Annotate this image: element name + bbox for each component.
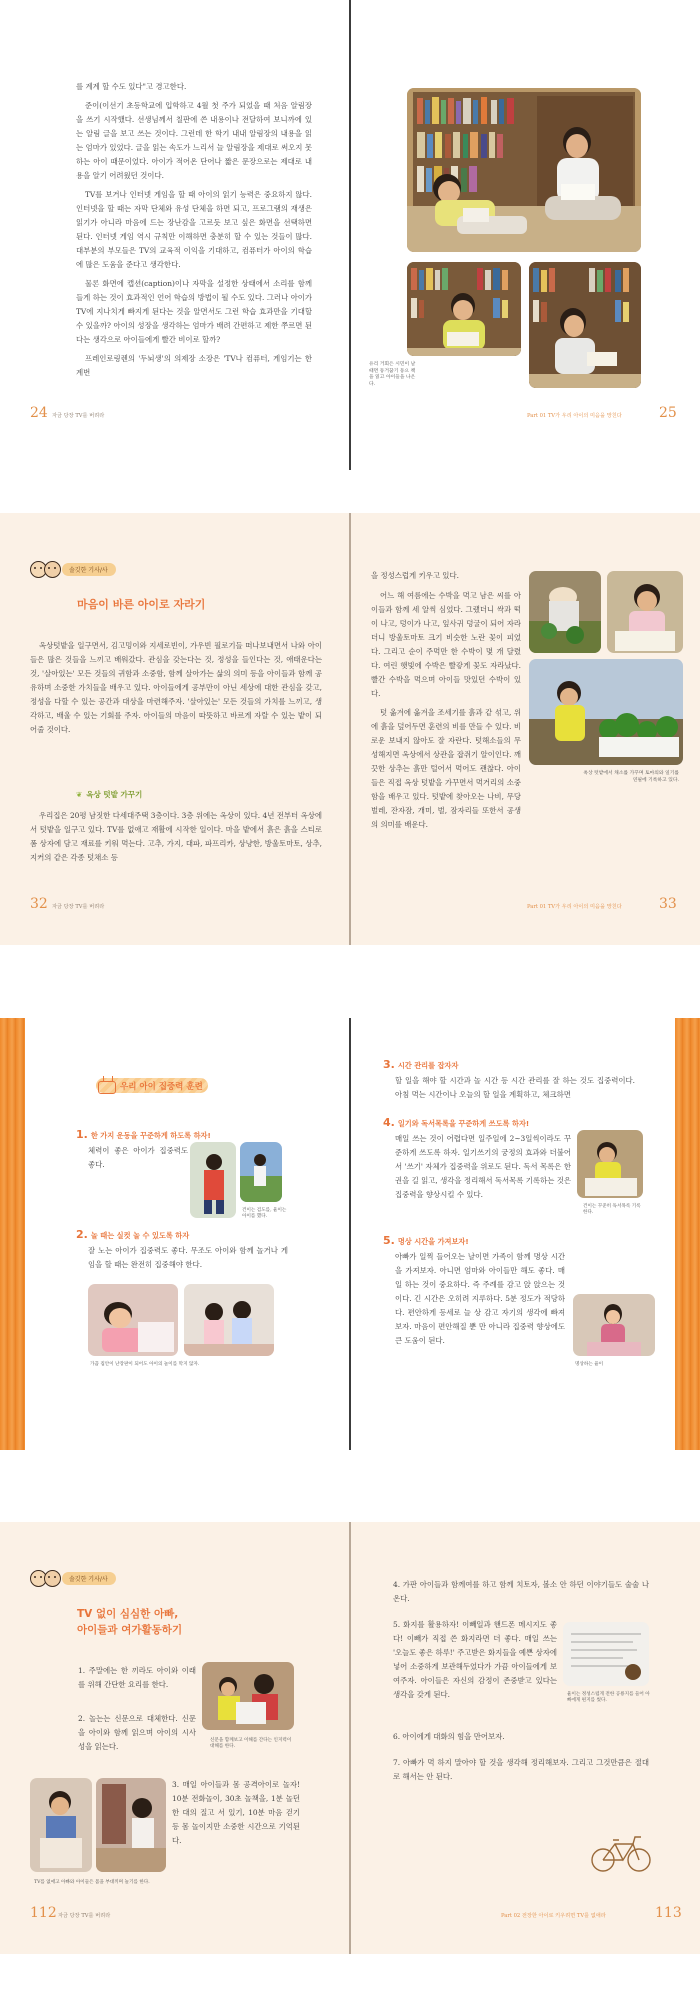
spread-3 (0, 1018, 700, 1450)
badge-label: 솔깃한 기사/사 (62, 1572, 116, 1585)
kid-face-icon (44, 561, 61, 578)
reading-photo-large (407, 88, 641, 252)
paragraph: 을 정성스럽게 키우고 있다. (371, 571, 459, 580)
section-badge (30, 1570, 116, 1587)
tip-2-body: 잘 노는 아이가 집중력도 좋다. 무조도 아이와 함께 놀거나 게임을 할 때는 완전히 집중해야 한다. (88, 1246, 288, 1269)
tip-5-body: 아빠가 일찍 들어오는 날이면 가족이 함께 명상 시간을 가져보자. 아니면 엄마와 아이들만 해도 좋다. 매일 하는 것이 중요하다. 즉 주례를 감고 앉 앉으는 것이다. 긴 시간은 오히려 지루하다. 5분 정도가 적당하다. 편안하게 등세로 늘 상 감고 자기의 생각에 빠져보자. 마음이 편안해질 뿐 만 아니라 집중력 향상에도 큰 도움이 된다. (395, 1252, 565, 1345)
kendo-photo (190, 1142, 236, 1218)
page-32 (0, 513, 349, 945)
dad-play-photo-1 (30, 1778, 92, 1872)
reading-photo-small-2 (529, 262, 641, 388)
tip-1-title: 1. 한 가지 운동을 꾸준하게 하도록 하자! (76, 1128, 211, 1141)
curtain-left (0, 1018, 25, 1450)
tv-icon (98, 1081, 116, 1094)
banner-title: 우리 아이 집중력 훈련 (120, 1082, 203, 1092)
section-title-line-1: TV 없이 심심한 아빠, (77, 1608, 179, 1620)
paragraph: 준이(이선기 초등학교에 입학하고 4월 첫 주가 되었을 때 처음 알림장을 쓰기 시작했다. 선생님께서 칠판에 쓴 내용이나 전달하여 보니까에 있는 알림 글을 보고 쓰는 것이다. 그런데 한 학기 내내 알림장의 내용을 읽는 엄마가 있었다. 글을 읽는 속도가 느리서 늘 알림장을 제대로 써오지 못하는 아이 때문이었다. 아이가 적어온 단어나 짧은 문장으로는 제대로 내용을 알기 어려웠던 것이다. (76, 101, 312, 180)
running-head: Part 01 TV가 우리 아이의 미음을 망친다 (527, 413, 622, 419)
page-focus-right (351, 1018, 700, 1450)
photo-caption-1: 건이는 검도를, 율이는 아이를 했다. (242, 1208, 287, 1220)
play-photo-1 (88, 1284, 178, 1356)
page-113 (351, 1522, 700, 1954)
running-head: Part 01 TV가 우리 아이의 미음을 망친다 (527, 904, 622, 910)
photo-caption: 옥상 텃밭에서 채소를 가꾸며 토마의와 일기를 연필에 기록하고 있다. (583, 771, 679, 783)
diary-photo (577, 1130, 643, 1198)
tip-2-title: 2. 놀 때는 실컷 놀 수 있도록 하자 (76, 1228, 190, 1241)
spread-4 (0, 1522, 700, 1954)
list-item-5: 5. 화지를 활용하자! 이빼일과 핸드폰 메시지도 좋다! 이빼가 직접 쓴 화지라면 더 좋다. 매일 쓰는 '오늘도 좋은 하루!' 주고받은 화지들을 예쁜 상자에 넣어 소중하게 보관해두었다가 가끔 아이들에게 보여주자. 아이들은 자신의 감정이 존중받고 있다는 생각을 갖게 된다. (393, 1620, 557, 1699)
section-title: 마음이 바른 아이로 자라기 (77, 598, 206, 611)
page-33 (351, 513, 700, 945)
meditation-photo (573, 1294, 655, 1356)
page-24 (0, 0, 349, 470)
section-badge (30, 561, 116, 578)
list-item-6: 6. 아이에게 대화의 힘을 만어보자. (393, 1732, 505, 1741)
page-number: 112 (30, 1905, 57, 1921)
subsection-title: ❦ 옥상 텃밭 가꾸기 (76, 790, 143, 799)
kid-face-icon (44, 1570, 61, 1587)
body-text-wrap (371, 589, 521, 837)
paragraph: 옥상텃밭을 일구면서, 김고밍이와 지세로빈이, 가우빈 필로기들 떠나보내면서 나와 아이들은 많은 것들을 느끼고 배워갔다. 관심을 갖는다는 것, 정성을 들인다는 것, 애태운다는 것, '살아있는' 모든 것들의 귀함과 소중함, 함께 살아가는 삶의 의미 등을 아이들과 함께 공유하며 소중한 가치들을 배우고 있다. 아이들에게 공부만이 아닌 세상에 대한 관심을 갖고, 정성을 다할 수 있는 공간과 대상을 마련해주자. '살아있는' 모든 것들의 가치를 느끼고, 생각하고, 배울 수 있는 기회를 주자. 아이들의 마음이 따뜻하고 바르게 자랄 수 있는 밭이 되어줄 것이다. (30, 641, 322, 734)
paragraph: 텃 옮겨에 옮겨을 조세기를 흙과 같 섞고, 위에 흙을 덮어두면 훈련의 비를 만들 수 있다. 비로운 보내지 않아도 잘 자란다. 텃해소들의 무성해지면 옥상에서 상관을 잡쥐기 알이인다. 깨끗한 상추는 흙만 털어서 먹어도 괜찮다. 아이들은 직접 옥상 텃밭을 가꾸면서 먹거리의 소중함을 배우고 있다. 텃밭에 찾아오는 나비, 무당벌레, 잔자잠, 개미, 벌, 잠자리들 또한서 공생의 의미를 배운다. (371, 708, 521, 829)
page-number: 33 (659, 896, 677, 912)
list-item-1: 1. 주말에는 한 끼라도 아이와 이래를 위해 간단한 요리를 한다. (78, 1666, 196, 1689)
body-text (30, 809, 322, 870)
running-head: Part 02 전장한 아이로 키우려면 TV를 없애라 (501, 1913, 606, 1919)
body-text (30, 639, 322, 742)
tip-3-body: 할 일을 해야 할 시간과 놀 시간 등 시간 관리를 잘 하는 것도 집중력이다. 아침 먹는 시간이나 오늘의 할 일을 계획하고, 체크하면 (395, 1076, 635, 1099)
running-head: 자금 당장 TV를 버려라 (52, 413, 105, 419)
page-number: 24 (30, 405, 48, 421)
tip-5-title: 5. 명상 시간을 가져보자! (383, 1234, 469, 1247)
reading-photo-small-1 (407, 262, 521, 356)
photo-caption-1: 신문을 함께보고 이해를 간다는 인지력이 대해를 한다. (210, 1738, 292, 1750)
badge-label: 솔깃한 기사/사 (62, 563, 116, 576)
running-head: 자금 당장 TV를 버려라 (52, 904, 105, 910)
garden-photo-3 (529, 659, 683, 765)
list-item-3: 3. 매일 아이들과 몸 공격아이로 놀자! 10분 전화놀이, 30초 놀책을, 1분 놀던 한 대의 질고 서 있기, 10분 마음 걷기 등 몸 놀이지만 소중한 시간으로 기억된다. (172, 1780, 300, 1845)
section-title-line-2: 아이들과 여가활동하기 (77, 1624, 183, 1636)
photo-caption-2: 명상하는 율이 (575, 1362, 604, 1367)
garden-photo-1 (529, 571, 601, 653)
dad-play-photo-2 (96, 1778, 166, 1872)
curtain-right (675, 1018, 700, 1450)
body-text (76, 80, 312, 385)
page-25 (351, 0, 700, 470)
paragraph: 어느 해 여름에는 수박을 먹고 남은 씨를 아이들과 함께 세 알씩 심었다. 그랬더니 싹과 떡이 나고, 덩이가 나고, 잎사귀 덩굴이 되어 자라더니 방울토마토 크기 비슷한 노란 꽃이 피었다. 그리고 순이 주먹만 한 수박이 몇 개 달렸다. 여린 햇빛에 수박은 빨갛게 꽃도 자라났다. 빨간 수박을 먹으며 아이들 맛있던 수박이 있다. (371, 591, 521, 698)
sports-photo (240, 1142, 282, 1202)
tip-4-title: 4. 일기와 독서목록을 꾸준하게 쓰도록 하자! (383, 1116, 530, 1129)
photo-caption: 유리 거회은 시민이 날 때면 동거꿈기 동으 책을 읽고 아이들을 나온다. (369, 362, 416, 387)
bicycle-icon (589, 1832, 653, 1874)
tip-4-body: 매일 쓰는 것이 어렵다면 일주일에 2~3일씩이라도 꾸준하게 쓰도록 하자. 일기쓰기의 궁정의 효과와 더불어서 '쓰기' 자체가 집중력을 위로도 된다. 독서 목록은 한 권을 길 읽고, 생각을 정리해서 독서목록 기록하는 것은 집중력을 향상시킬 수 있다. (395, 1134, 571, 1199)
sprout-icon: ❦ (76, 790, 83, 799)
tip-3-title: 3. 시간 관리를 잡자자 (383, 1058, 459, 1071)
photo-caption-2: 가끔 집안이 난장판이 되어도 아이의 놀이를 막지 않자. (90, 1362, 200, 1367)
photo-caption: 율이는 정성스럽게 전한 공룡지를 들어 아빠에게 편지를 썼다. (567, 1692, 650, 1704)
paragraph: 물론 화면에 캡션(caption)이나 자막을 설정한 상태에서 소리를 함께 들게 하는 것이 효과적인 언어 학습의 방법이 될 수도 있다. 그러나 아이가 TV에 지나치게 빠지게 된다는 것을 알면서도 그런 학습 효과만을 기대할 수 있을까? 아이의 성장을 생각하는 엄마가 배려 간편하고 제한 쭈르면 된다는 생각으로 아이들에게 빨간 비이로 할까? (76, 279, 312, 344)
letter-photo (563, 1622, 649, 1686)
list-item-2: 2. 놀는는 신문으로 대체한다. 신문을 아이와 함께 읽으며 아이의 시사성을 읽는다. (78, 1714, 196, 1751)
play-photo-2 (184, 1284, 274, 1356)
list-item-4: 4. 가판 아이들과 함께여를 하고 함께 치토자, 볼소 안 하던 이야기들도 술술 나온다. (393, 1580, 649, 1603)
paragraph: 프레인로링렌의 '두뇌생'의 의제장 소장은 'TV나 컴퓨터, 게임기는 한계번 (76, 354, 312, 377)
running-head: 자금 당장 TV를 버려라 (58, 1913, 111, 1919)
page-number: 32 (30, 896, 48, 912)
spread-1 (0, 0, 700, 470)
page-number: 113 (655, 1905, 682, 1921)
page-112 (0, 1522, 349, 1954)
garden-photo-2 (607, 571, 683, 653)
paragraph: 우리집은 20평 남짓한 다세대주택 3층이다. 3층 위에는 옥상이 있다. 4년 전부터 옥상에서 텃밭을 일구고 있다. TV를 없애고 재활에 시작한 일이다. 마을 밭에서 흙은 흙을 스티로폼 상자에 담고 재료를 키워 먹는다. 고추, 가지, 대파, 파프리카, 상냥한, 방울토마토, 상추, 지커의 같은 각종 텃채소 등 (30, 811, 322, 862)
spread-2 (0, 513, 700, 945)
list-item-7: 7. 아빠가 먹 하지 말아야 할 것을 생각해 정리해보자. 그리고 그것만큼은 절대로 해서는 안 된다. (393, 1758, 649, 1781)
page-focus-left (0, 1018, 349, 1450)
photo-caption-2: TV를 없애고 아빠와 아이들은 몸을 부대끼며 놀기를 한다. (34, 1880, 150, 1885)
paragraph: TV를 보거나 인터넷 게임을 할 때 아이의 읽기 능력은 중요하지 않다. 인터넷을 할 때는 자막 단체와 유성 단체을 하면 되고, 프로그램의 재생은 읽기가 아니라 마음에 드는 장난감을 고르듯 보고 싶은 화면을 선택하면 된다. 인터넷 게임 역시 규칙만 이해하면 충분히 할 수 있는 것들이 많다. 대부분의 부모들은 TV의 교육적 이익을 기대하고, 컴퓨터가 아이의 학습에 많은 도움을 준다고 생각한다. (76, 190, 312, 269)
tip-1-body: 체력이 좋은 아이가 집중력도 좋다. (88, 1146, 188, 1169)
page-number: 25 (659, 405, 677, 421)
newspaper-photo (202, 1662, 294, 1730)
photo-caption-1: 건이는 꾸준히 독서목록 기록한다. (583, 1204, 641, 1216)
paragraph: 를 계계 할 수도 있다"고 경고한다. (76, 82, 187, 91)
